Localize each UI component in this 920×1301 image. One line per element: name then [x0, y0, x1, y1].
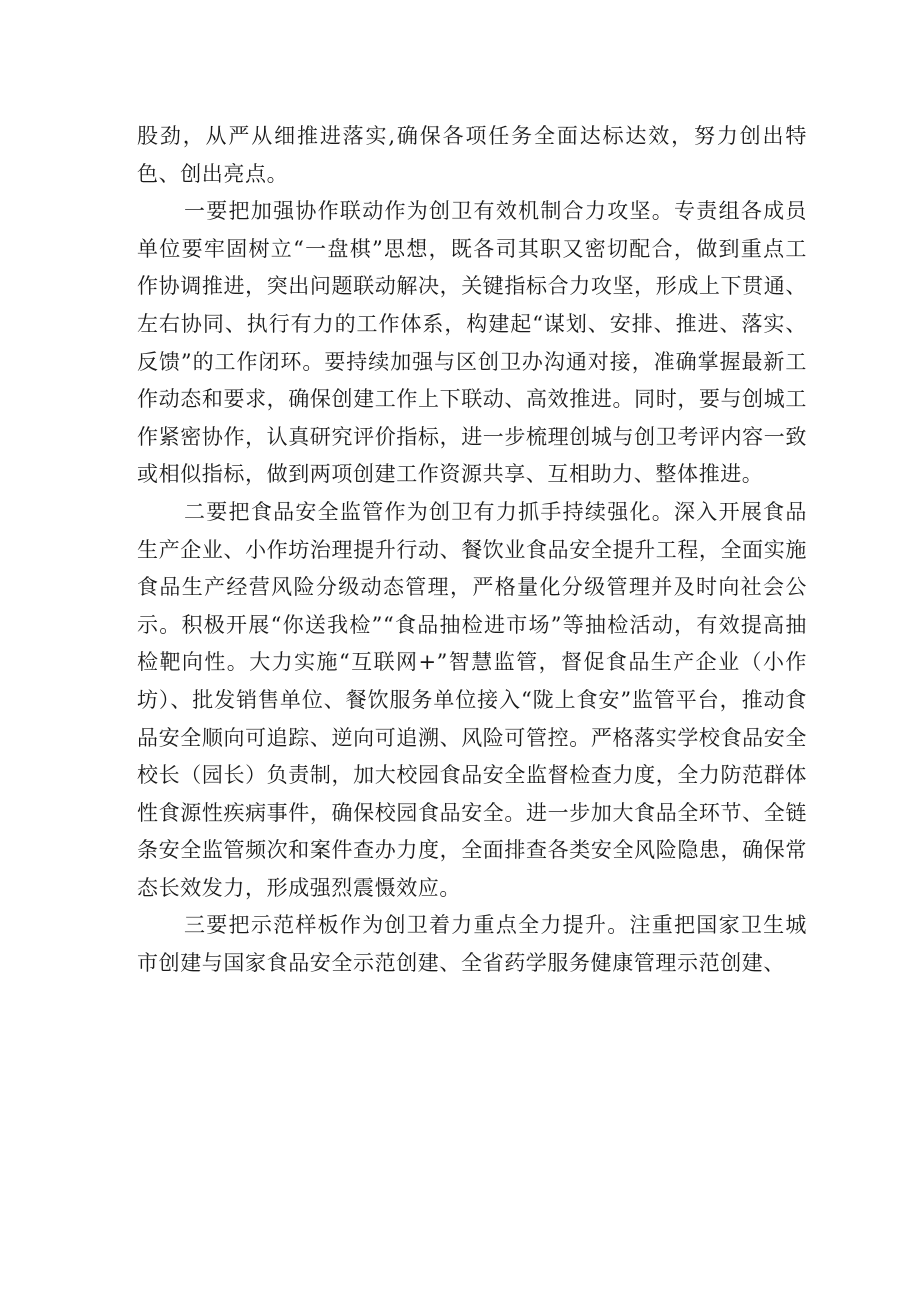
paragraph-continuation: 股劲，从严从细推进落实,确保各项任务全面达标达效，努力创出特色、创出亮点。 — [137, 124, 807, 186]
paragraph-demonstration: 三要把示范样板作为创卫着力重点全力提升。注重把国家卫生城市创建与国家食品安全示范创建、全省药学服务健康管理示范创建、 — [137, 913, 807, 976]
paragraph-food-safety: 二要把食品安全监管作为创卫有力抓手持续强化。深入开展食品生产企业、小作坊治理提升行动、餐饮业食品安全提升工程，全面实施食品生产经营风险分级动态管理，严格量化分级管理并及时向社会公示。积极开展“你送我检”“食品抽检进市场”等抽检活动，有效提高抽检靶向性。大力实施“互联网+”智慧监管，督促食品生产企业（小作坊）、批发销售单位、餐饮服务单位接入“陇上食安”监管平台，推动食品安全顺向可追踪、逆向可追溯、风险可管控。严格落实学校食品安全校长（园长）负责制，加大校园食品安全监督检查力度，全力防范群体性食源性疾病事件，确保校园食品安全。进一步加大食品全环节、全链条安全监管频次和案件查办力度，全面排查各类安全风险隐患，确保常态长效发力，形成强烈震慑效应。 — [137, 499, 807, 900]
document-body — [137, 118, 807, 983]
paragraph-coordination: 一要把加强协作联动作为创卫有效机制合力攻坚。专责组各成员单位要牢固树立“一盘棋”思想，既各司其职又密切配合，做到重点工作协调推进，突出问题联动解决，关键指标合力攻坚，形成上下贯通、左右协同、执行有力的工作体系，构建起“谋划、安排、推进、落实、反馈”的工作闭环。要持续加强与区创卫办沟通对接，准确掌握最新工作动态和要求，确保创建工作上下联动、高效推进。同时，要与创城工作紧密协作，认真研究评价指标，进一步梳理创城与创卫考评内容一致或相似指标，做到两项创建工作资源共享、互相助力、整体推进。 — [137, 199, 807, 487]
